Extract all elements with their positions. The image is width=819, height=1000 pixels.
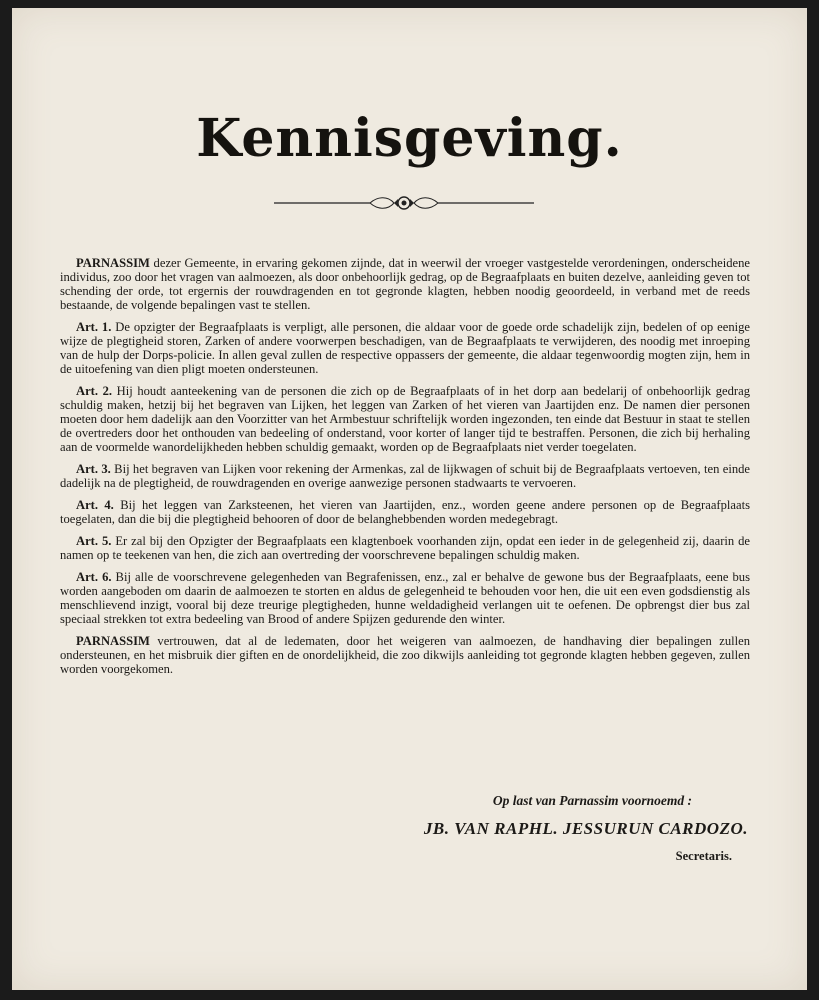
paragraph-intro: PARNASSIM dezer Gemeente, in ervaring gekomen zijnde, dat in weerwil der vroeger vastgestelde verordeningen, onderscheidene individus, zoo door het vragen van aalmoezen, als door onbehoorlijk gedrag, op de Begraafplaats en buiten dezelve, aanleiding geven tot schending der orde, tot ergernis der rouwdragenden en tot gegronde klagten, hebben noodig geoordeeld, in verband met de reeds bestaande, de volgende bepalingen vast te stellen. bbox=[60, 256, 750, 312]
article-6: Art. 6. Bij alle de voorschrevene gelegenheden van Begrafenissen, enz., zal er behalve de gewone bus der Begraafplaats, eene bus worden aangeboden om daarin de aalmoezen te storten en aldus de gelegenheid te behouden voor hen, die uit een even godsdienstig als menschlievend inzigt, vooral bij deze treurige plegtigheden, hunne weldadigheid verlangen uit te oefenen. De opbrengst dier bus zal speciaal strekken tot extra bedeeling van Brood of andere Spijzen gedurende den winter. bbox=[60, 570, 750, 626]
ornament-divider bbox=[274, 194, 534, 212]
signature-block bbox=[60, 793, 750, 864]
article-1: Art. 1. De opzigter der Begraafplaats is verpligt, alle personen, die aldaar voor de goede orde schadelijk zijn, bedelen of op eenige wijze de plegtigheid storen, Zarken of andere voorwerpen beschadigen, van de Begraafplaats te verwijderen, des noodig met inroeping van de hulp der Dorps-policie. In allen geval zullen de respective oppassers der gemeente, die aldaar tegenwoordig mogten zijn, hem in de uitoefening van dien pligt moeten ondersteunen. bbox=[60, 320, 750, 376]
article-3: Art. 3. Bij het begraven van Lijken voor rekening der Armenkas, zal de lijkwagen of schuit bij de Begraafplaats vertoeven, ten einde dadelijk na de plegtigheid, de rouwdragenden en overige aanwezige personen stadwaarts te vervoeren. bbox=[60, 462, 750, 490]
notice-title: Kennisgeving. bbox=[196, 108, 623, 169]
signature-order: Op last van Parnassim voornoemd : bbox=[492, 793, 692, 808]
article-2: Art. 2. Hij houdt aanteekening van de personen die zich op de Begraafplaats of in het dorp aan bedelarij of onbehoorlijk gedrag schuldig maken, hetzij bij het begraven van Lijken, het leggen van Zarken of het vieren van Jaartijden enz. De namen dier personen moeten door hem dadelijk aan den Voorzitter van het Armbestuur schriftelijk worden ingezonden, ten einde dat Bestuur in staat te stellen de overtreders door het onthouden van bedeeling of onderstand, voor korter of langer tijd te bestraffen. Personen, die zich bij herhaling aan de voormelde wanordelijkheden hebben schuldig gemaakt, worden op de Begraafplaats niet verder toegelaten. bbox=[60, 384, 750, 454]
article-4: Art. 4. Bij het leggen van Zarksteenen, het vieren van Jaartijden, enz., worden geene andere personen op de Begraafplaats toegelaten, dan die bij die plegtigheid behooren of door de belanghebbenden worden medegebragt. bbox=[60, 498, 751, 526]
notice-body bbox=[60, 256, 750, 684]
signature-role: Secretaris. bbox=[675, 849, 732, 863]
article-5: Art. 5. Er zal bij den Opzigter der Begraafplaats een klagtenboek voorhanden zijn, opdat een ieder in de gelegenheid zij, daarin de namen op te teekenen van hen, die zich aan overtreding der voorschrevene bepalingen schuldig maken. bbox=[60, 534, 750, 562]
paragraph-closing: PARNASSIM vertrouwen, dat al de ledematen, door het weigeren van aalmoezen, de handhaving dier bepalingen zullen ondersteunen, en het misbruik dier giften en de onordelijkheid, die zoo dikwijls aanleiding tot gegronde klagten hebben gegeven, zullen worden voorgekomen. bbox=[60, 634, 750, 676]
notice-sheet bbox=[12, 8, 807, 990]
signature-name: JB. VAN RAPHL. JESSURUN CARDOZO. bbox=[423, 819, 748, 838]
